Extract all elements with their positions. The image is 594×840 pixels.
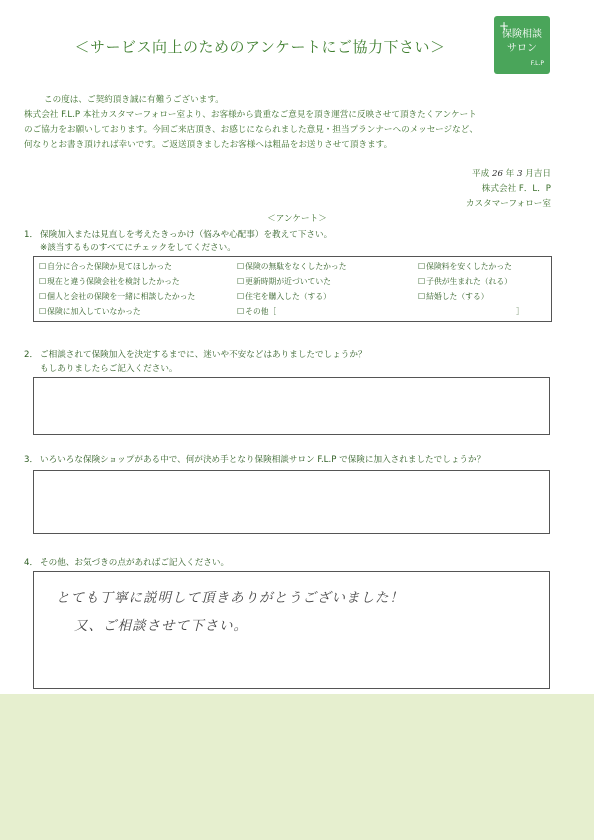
survey-title: ＜サービス向上のためのアンケートにご協力下さい＞ <box>74 38 446 56</box>
q4-question <box>24 556 229 568</box>
option-married[interactable]: ☐結婚した（する） <box>418 292 489 301</box>
checkbox-icon: ☐ <box>39 262 47 271</box>
company-name: 株式会社 F．L．P <box>481 184 551 194</box>
option-other-insurer[interactable]: ☐現在と違う保険会社を検討したかった <box>39 277 180 286</box>
q4-answer-box[interactable] <box>33 571 550 689</box>
intro-line2: 株式会社 F.L.P 本社カスタマーフォロー室より、お客様から貴重なご意見を頂き運営に反映させて頂きたくアンケート <box>24 110 477 120</box>
checkbox-icon: ☐ <box>39 277 47 286</box>
date-month: 3 <box>517 169 523 179</box>
q4-text: その他、お気づきの点があればご記入ください。 <box>40 558 230 568</box>
bottom-background-band <box>0 694 594 840</box>
q3-number: 3． <box>24 455 39 465</box>
option-renewal-near[interactable]: ☐更新時期が近づいていた <box>237 277 331 286</box>
option-lower-premium[interactable]: ☐保険料を安くしたかった <box>418 262 512 271</box>
logo-line2: サロン <box>507 43 537 54</box>
checkbox-icon: ☐ <box>237 292 245 301</box>
q2-answer-box[interactable] <box>33 377 550 435</box>
logo-line3: F.L.P <box>530 60 544 67</box>
date-year: 26 <box>491 169 503 179</box>
option-other[interactable]: ☐その他［ <box>237 307 277 316</box>
q4-handwritten-line1: とても丁寧に説明して頂きありがとうございました！ <box>56 590 404 606</box>
checkbox-icon: ☐ <box>237 262 245 271</box>
date-prefix: 平成 <box>472 169 490 179</box>
q2-number: 2． <box>24 350 39 360</box>
q4-number: 4． <box>24 558 39 568</box>
intro-line1: この度は、ご契約頂き誠に有難うございます。 <box>44 95 224 105</box>
checkbox-icon: ☐ <box>418 277 426 286</box>
checkbox-icon: ☐ <box>39 307 47 316</box>
q2-question <box>24 348 367 360</box>
q1-number: 1． <box>24 230 39 240</box>
survey-heading: ＜アンケート＞ <box>267 214 327 224</box>
option-bought-house[interactable]: ☐住宅を購入した（する） <box>237 292 331 301</box>
intro-paragraph <box>24 93 564 153</box>
signature-block <box>466 167 551 212</box>
hoken-soudan-salon-logo <box>494 16 550 74</box>
option-fit-check[interactable]: ☐自分に合った保険か見てほしかった <box>39 262 172 271</box>
q4-handwritten-line2: 又、ご相談させて下さい。 <box>74 618 248 634</box>
q2-text: ご相談されて保険加入を決定するまでに、迷いや不安などはありましたでしょうか？ <box>40 350 367 360</box>
date-mid: 年 <box>505 169 515 179</box>
option-child-born[interactable]: ☐子供が生まれた（れる） <box>418 277 512 286</box>
q3-question <box>24 453 485 465</box>
department-name: カスタマーフォロー室 <box>465 199 551 209</box>
issue-date <box>466 167 551 182</box>
logo-plus: + <box>499 19 510 33</box>
q1-text: 保険加入または見直しを考えたきっかけ（悩みや心配事）を教えて下さい。 <box>40 230 333 240</box>
checkbox-icon: ☐ <box>418 292 426 301</box>
q1-options-box <box>33 256 552 322</box>
checkbox-icon: ☐ <box>237 277 245 286</box>
intro-line3: のご協力をお願いしております。今回ご来店頂き、お感じになられました意見・担当プランナーへのメッセージなど、 <box>24 125 478 135</box>
q3-answer-box[interactable] <box>33 470 550 534</box>
option-personal-and-corporate[interactable]: ☐個人と会社の保険を一緒に相談したかった <box>39 292 196 301</box>
q1-question <box>24 228 332 240</box>
checkbox-icon: ☐ <box>237 307 245 316</box>
checkbox-icon: ☐ <box>39 292 47 301</box>
logo-line1: 保険相談 <box>502 29 542 40</box>
q3-text: いろいろな保険ショップがある中で、何が決め手となり保険相談サロン F.L.P で保険に加入されましたでしょうか？ <box>40 455 486 465</box>
q2-note: もしありましたらご記入ください。 <box>40 364 178 374</box>
intro-line4: 何なりとお書き頂ければ幸いです。ご返送頂きましたお客様へは粗品をお送りさせて頂きます。 <box>24 140 393 150</box>
option-other-close-bracket: ］ <box>516 307 524 316</box>
checkbox-icon: ☐ <box>418 262 426 271</box>
date-suffix: 月吉日 <box>525 169 551 179</box>
q1-note: ※該当するものすべてにチェックをしてください。 <box>40 243 236 253</box>
option-reduce-waste[interactable]: ☐保険の無駄をなくしたかった <box>237 262 347 271</box>
option-not-insured[interactable]: ☐保険に加入していなかった <box>39 307 141 316</box>
